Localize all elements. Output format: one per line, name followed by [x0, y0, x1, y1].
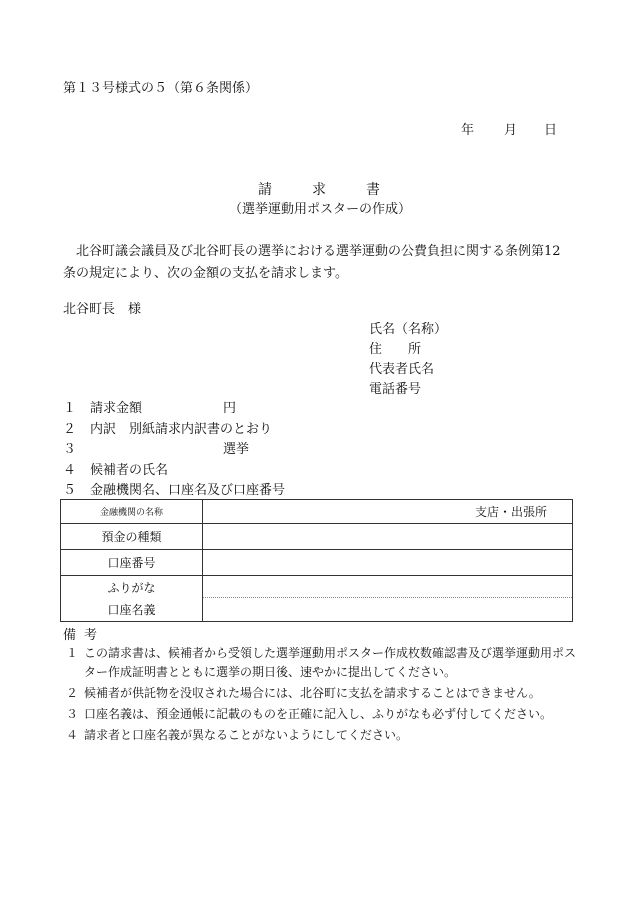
- applicant-phone-label: 電話番号: [369, 382, 422, 397]
- request-item: [63, 461, 583, 482]
- table-row: [61, 576, 573, 622]
- note-text: 請求者と口座名義が異なることがないようにしてください。: [84, 728, 409, 742]
- item-suffix: 円: [223, 401, 237, 416]
- notes-list: [63, 644, 578, 747]
- account-name-cell: [203, 576, 573, 622]
- item-number: ４: [63, 462, 77, 478]
- note-text: 候補者が供託物を没収された場合には、北谷町に支払を請求することはできません。: [84, 686, 541, 700]
- deposit-type-label: 預金の種類: [61, 524, 203, 550]
- applicant-name-label: 氏名（名称）: [369, 322, 448, 337]
- deposit-type-field[interactable]: [203, 524, 573, 550]
- item-text: 請求金額: [90, 401, 143, 416]
- request-item: [63, 440, 583, 461]
- body-text: 北谷町議会議員及び北谷町長の選挙における選挙運動の公費負担に関する条例第12 条の規定により、次の金額の支払を請求します。: [63, 244, 561, 281]
- bank-account-table: [60, 499, 573, 622]
- date-day-label: 日: [544, 123, 558, 138]
- applicant-address-label: 住 所: [369, 342, 422, 357]
- note-number: ４: [66, 728, 79, 742]
- item-text: 内訳 別紙請求内訳書のとおり: [90, 421, 273, 437]
- account-name-label-cell: [61, 576, 203, 622]
- branch-label: 支店・出張所: [474, 505, 547, 519]
- applicant-representative-label: 代表者氏名: [369, 362, 435, 377]
- furigana-label: ふりがな: [107, 580, 156, 595]
- form-number: 第１３号様式の５（第６条関係）: [63, 81, 259, 96]
- date-year-label: 年: [461, 123, 475, 138]
- document-subtitle: （選挙運動用ポスターの作成）: [229, 202, 412, 217]
- date-line: [461, 124, 557, 137]
- account-number-label: 口座番号: [61, 550, 203, 576]
- furigana-field[interactable]: [203, 576, 572, 598]
- account-number-field[interactable]: [203, 550, 573, 576]
- item-number: ３: [63, 442, 77, 457]
- table-row: [61, 550, 573, 576]
- note-text: この請求書は、候補者から受領した選挙運動用ポスター作成枚数確認書及び選挙運動用ポスター作成証明書とともに選挙の期日後、速やかに提出してください。: [84, 646, 577, 679]
- note-item: [63, 644, 578, 682]
- request-items: [63, 399, 583, 502]
- item-suffix: 選挙: [223, 442, 250, 457]
- item-text: 金融機関名、口座名及び口座番号: [90, 483, 286, 498]
- table-row: [61, 500, 573, 524]
- institution-label: 金融機関の名称: [61, 500, 203, 524]
- note-number: ３: [66, 707, 79, 721]
- notes-heading: 備考: [63, 628, 106, 643]
- item-number: ５: [63, 483, 77, 498]
- table-row: [61, 524, 573, 550]
- date-month-label: 月: [504, 123, 518, 138]
- addressee: 北谷町長 様: [63, 302, 142, 317]
- note-text: 口座名義は、預金通帳に記載のものを正確に記入し、ふりがなも必ず付してください。: [84, 707, 553, 721]
- request-item: [63, 399, 583, 420]
- item-number: ２: [63, 421, 77, 437]
- item-text: 候補者の氏名: [90, 462, 169, 478]
- note-item: [63, 705, 578, 724]
- note-number: ２: [66, 686, 79, 700]
- applicant-block: [369, 320, 447, 400]
- institution-field[interactable]: [203, 500, 573, 524]
- request-item: [63, 420, 583, 441]
- account-name-field[interactable]: [203, 598, 572, 621]
- account-name-label: 口座名義: [107, 602, 156, 617]
- note-item: [63, 726, 578, 745]
- note-item: [63, 684, 578, 703]
- document-title: 請求書: [258, 182, 420, 198]
- note-number: １: [66, 646, 79, 660]
- item-number: １: [63, 401, 77, 416]
